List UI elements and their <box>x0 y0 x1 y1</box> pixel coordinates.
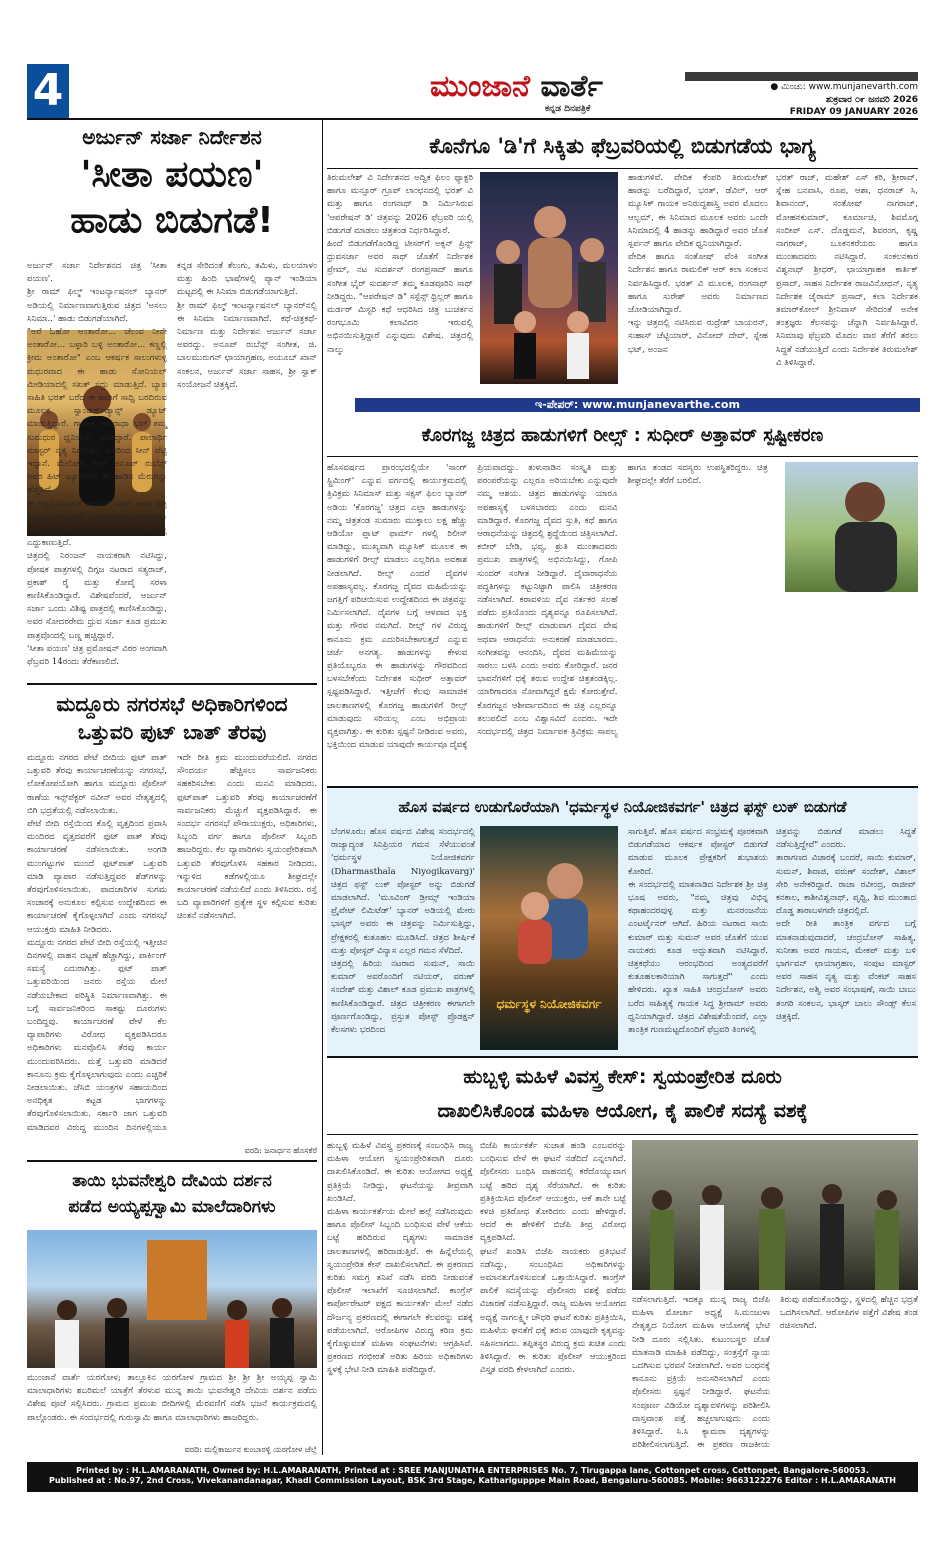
date-english: FRIDAY 09 JANUARY 2026 <box>789 107 918 117</box>
logo-word-2: ವಾರ್ತೆ <box>540 69 603 104</box>
arjun-body-text: ಅರ್ಜುನ್ ಸರ್ಜಾ ನಿರ್ದೇಶನದ ಚಿತ್ರ 'ಸೀತಾ ಪಯಣ'. ಶ್ರೀ ರಾಮ್ ಫಿಲ್ಮ್ ಇಂಟರ್ನ್ಯಾಷನಲ್ ಬ್ಯಾನರ್ ಅಡಿಯಲ್ಲಿ ನಿರ್ಮಾಣವಾಗುತ್ತಿರುವ ಚಿತ್ರದ 'ಅಸಲು ಸಿನಿಮಾ..' ಹಾಡು ಬಿಡುಗಡೆಯಾಗಿದೆ. "ಅರೆ ಓಹೋ ಅಂತಾರೋ... ಚೆಲುವ ನೀನೇ ಅಂತಾರೋ... ಬಳ್ಳಾರಿ ಬಳ್ಳಿ ಅಂತಾರೋ... ಕಣ್ಣಲ್ಲಿ ಕ್ರೀಮ ಅಂತಾರೋ" ಎಂಬ ಆಕರ್ಷಕ ಸಾಲುಗಳುಳ್ಳ ಮಧುರವಾದ ಈ ಹಾಡು ಸೋನಿಯಲ್ ಮೀಡಿಯಾದಲ್ಲಿ ಸಖತ್ ಸದ್ದು ಮಾಡುತ್ತಿದೆ. ಬ್ಯಾಪ ಸಾಹಿತಿ ಭರತ್ ಬರೆದ ಈ ಹಾಡಿಗೆ ಸಾಧ್ವಿ ಬರದಿರುವ ಮೂಲಕ ಸ್ವಾಂಡರ್ಡ್‌ಡ್ಯಾನ್ಸ್ ಡ್ಯೂಟ್ ಮಾಡುತ್ತಿದ್ದಾರೆ. ಗಾಯಕ ಅನುರಾಧಾ ಭಟ್ ತಮ್ಮ ಸುಮಧುರ ಧ್ವನಿಯಲ್ಲಿ ಹಾಡಿದ್ದಾರೆ. ಪಾಲಾರ್ಥಿ ಮಾಸ್ಟರ್ ನೃತ್ಯ ನಿರ್ದೇಶಕ. ಐವರಿಂದ ಸೀನ್‌ ಪೆಟ್ಟಿ ಇದ್ದಾನೆ. ಮೆಲೋಡಿ ಕಿಂಗ್ ಅನೂಪ್ ರುಬೆನ್ಸ್ ಅವರ ಹಿಟ್ ಟ್ಯೂನ್‌ಗಳು ಈ ಹಾಡಿನ ಮೆರುಗನ್ನು ಹೆಚ್ಚಿಸಿವೆ. ಈ ಚಿತ್ರದ ಮೂಲಕ ಅರ್ಜುನ್ ಸರ್ಜಾ ಅವರ ಪುತ್ರಿ ಐಶ್ವರ್ಯ ಅರ್ಜುನ್ ನಾಯಕಿಯಾಗಿ ನಟಿಸುತ್ತಿದ್ದು ಅವರ ಗ್ಲಾಮರ್ ಮತ್ತು ಸ್ಕ್ರೀನ್ ಪ್ರೆಸೆನ್ಸ್ ಹಾಡಿನಲ್ಲಿ ಎದ್ದುಕಾಣುತ್ತಿದೆ. ಚಿತ್ರದಲ್ಲಿ ನಿರಂಜನ್ ನಾಯಕರಾಗಿ ನಟಿಸಿದ್ದು, ಪೋಷಕ ಪಾತ್ರಗಳಲ್ಲಿ ದಿಗ್ಗಜ ನಟರಾದ ಸತ್ಯರಾಜ್, ಪ್ರಕಾಶ್ ರೈ ಮತ್ತು ಕೋವೈ ಸರಳಾ ಕಾಣಿಸಿಕೊಂಡಿದ್ದಾರೆ. ವಿಶೇಷವೆಂದರೆ, ಅರ್ಜುನ್ ಸರ್ಜಾ ಒಂದು ವಿಶಿಷ್ಟ ಪಾತ್ರದಲ್ಲಿ ಕಾಣಿಸಿಕೊಂಡಿದ್ದು, ಅವರ ಸೋದರರೇಮ ಧ್ರುವ ಸರ್ಜಾ ಕೂಡ ಪ್ರಮುಖ ಪಾತ್ರವೊಂದಲ್ಲಿ ಬಣ್ಣ ಹಚ್ಚಿದ್ದಾರೆ. 'ಸೀತಾ ಪಯಣ' ಚಿತ್ರ ಪ್ರಮೋಷನ್ ವಿಠರ ಅಂಗವಾಗಿ ಫೆಬ್ರವರಿ 14ರಂದು ತೆರೆಕಾಣಲಿದೆ. ಕನ್ನಡ ಸೇರಿದಂತೆ ತೆಲುಗು, ತಮಿಳು, ಮಲಯಾಳಂ ಮತ್ತು ಹಿಂದಿ ಭಾಷೆಗಳಲ್ಲಿ ಪ್ಯಾನ್ ಇಂಡಿಯಾ ಮಟ್ಟದಲ್ಲಿ ಈ ಸಿನಿಮಾ ಬಿಡುಗಡೆಯಾಗುತ್ತಿದೆ. ಶ್ರೀ ರಾಮ್ ಫಿಲ್ಮ್ ಇಂಟರ್ನ್ಯಾಷನಲ್ ಬ್ಯಾನರ್‌ನಲ್ಲಿ ಈ ಸಿನಿಮಾ ನಿರ್ಮಾಣವಾಗಿದೆ. ಕಥೆ-ಚಿತ್ರಕಥೆ-ನಿರ್ಮಾಣ ಮತ್ತು ನಿರ್ದೇಶನ ಅರ್ಜುನ್ ಸರ್ಜಾ ಅವರದ್ದು. ಅನೂಪ್ ರುಬೆನ್ಸ್ ಸಂಗೀತ, ಜಿ. ಬಾಲಮುರುಗನ್ ಛಾಯಾಗ್ರಹಣ, ಅಯೂಬ್ ಖಾನ್ ಸಂಕಲನ, ಅರ್ಜುನ್ ಸರ್ಜಾ ಸಾಹಸ, ಶ್ರೀ ಸ್ವಾಕ್ ಸಂಯೋಜನೆ ಚಿತ್ರಕ್ಕಿದೆ. <box>27 261 317 668</box>
arjun-body <box>27 260 317 680</box>
devotees-illustration <box>27 1230 317 1368</box>
devotees-photo <box>27 1230 317 1368</box>
masthead-website[interactable]: ● ಮಿಂಚು: www.munjanevarth.com <box>770 82 918 92</box>
hubballi-body-b-text: ಬಿಜೆಪಿ ಕಾರ್ಯಕರ್ತೆ ಸುಜಾತ ಹಂಡಿ ಎಂಬವರನ್ನು ಬಂಧಿಸುವ ವೇಳೆ ಈ ಘಟನೆ ನಡೆದಿದೆ ಎನ್ನಲಾಗಿದೆ. ಪೊಲೀಸರು ಬಂಧಿಸಿ ವಾಹನದಲ್ಲಿ ಕರೆದೊಯ್ಯುವಾಗ ಬಟ್ಟೆ ಹರಿದ ದೃಶ್ಯ ಸೆರೆಯಾಗಿದೆ. ಈ ಕುರಿತು ಪ್ರತಿಕ್ರಿಯಿಸಿದ ಪೊಲೀಸ್ ಆಯುಕ್ತರು, ಆಕೆ ತಾನೇ ಬಟ್ಟೆ ಕಳಚಿ ಪ್ರತಿರೋಧ ತೋರಿದರು ಎಂದು ಹೇಳಿದ್ದಾರೆ. ಆದರೆ ಈ ಹೇಳಿಕೆಗೆ ಬಿಜೆಪಿ ತೀವ್ರ ವಿರೋಧ ವ್ಯಕ್ತಪಡಿಸಿದೆ. ಘಟನೆ ಖಂಡಿಸಿ ಬಿಜೆಪಿ ನಾಯಕರು ಪ್ರತಿಭಟನೆ ನಡೆಸಿದ್ದು, ಸಂಬಂಧಿಸಿದ ಅಧಿಕಾರಿಗಳನ್ನು ಅಮಾನತುಗೊಳಿಸುವಂತೆ ಒತ್ತಾಯಿಸಿದ್ದಾರೆ. ಕಾಂಗ್ರೆಸ್ ಪಾಲಿಕೆ ಸದಸ್ಯೆಯನ್ನು ಪೊಲೀಸರು ವಶಕ್ಕೆ ಪಡೆದು ವಿಚಾರಣೆ ನಡೆಸುತ್ತಿದ್ದಾರೆ. ರಾಜ್ಯ ಮಹಿಳಾ ಆಯೋಗದ ಅಧ್ಯಕ್ಷೆ ನಾಗಲಕ್ಷ್ಮೀ ಚೌಧರಿ ಘಟನೆ ಕುರಿತು ಪ್ರತಿಕ್ರಿಯಿಸಿ, ಮಹಿಳೆಯ ಘನತೆಗೆ ಧಕ್ಕೆ ತರುವ ಯಾವುದೇ ಕೃತ್ಯವನ್ನು ಸಹಿಸಲಾಗದು. ತಪ್ಪಿತಸ್ಥರ ವಿರುದ್ಧ ಕ್ರಮ ಖಚಿತ ಎಂದು ತಿಳಿಸಿದ್ದಾರೆ. ಈ ಕುರಿತು ಪೊಲೀಸ್ ಆಯುಕ್ತರಿಂದ ವಿಸ್ತೃತ ವರದಿ ಕೇಳಲಾಗಿದೆ ಎಂದರು. <box>480 1141 626 1376</box>
bhuvaneshwari-body <box>27 1372 320 1442</box>
maddur-title-line2: ಒತ್ತುವರಿ ಪುಟ್ ಬಾತ್ ತೆರವು <box>77 720 267 744</box>
dharmasthala-body-left-text: ಬೆಂಗಳೂರು: ಹೊಸ ವರ್ಷದ ವಿಶೇಷ ಸಂದರ್ಭದಲ್ಲಿ ರಾಜ್ಯಾದ್ಯಂತ ಸಿನಿಪ್ರಿಯರ ಗಮನ ಸೆಳೆಯುವಂತೆ 'ಧರ್ಮಸ್ಥಳ ನಿಯೋಜಿಕವರ್ಗ (Dharmasthala Niyogikavarg)' ಚಿತ್ರದ ಫಸ್ಟ್ ಲುಕ್ ಪೋಸ್ಟರ್ ಅನ್ನು ಬಿಡುಗಡೆ ಮಾಡಲಾಗಿದೆ. 'ಮೂವಿಂಗ್ ಡ್ರೀಮ್ಸ್ ಇಂಡಿಯಾ ಪ್ರೈವೇಟ್ ಲಿಮಿಟೆಡ್' ಬ್ಯಾನರ್ ಅಡಿಯಲ್ಲಿ ಮೇರು ಭಾಸ್ಕರ್ ಅವರು ಈ ಚಿತ್ರವನ್ನು ನಿರ್ಮಿಸುತ್ತಿದ್ದು, ಪ್ರೇಕ್ಷಕರಲ್ಲಿ ಕುತೂಹಲ ಮೂಡಿಸಿದೆ. ಚಿತ್ರದ ಶೀರ್ಷಿಕೆ ಮತ್ತು ಪೋಸ್ಟರ್ ವಿನ್ಯಾಸ ಎಲ್ಲರ ಗಮನ ಸೆಳೆದಿದೆ. ಚಿತ್ರದಲ್ಲಿ ಹಿರಿಯ ನಟರಾದ ಸುಮನ್, ಸಾಯಿ ಕುಮಾರ್ ಅವರೊಂದಿಗೆ ನಟಿಯರ್, ವರುಣ್ ಸಂದೇಶ್ ಮತ್ತು ವಿಶಾಲ್ ಕೂಡ ಪ್ರಮುಖ ಪಾತ್ರಗಳಲ್ಲಿ ಕಾಣಿಸಿಕೊಂಡಿದ್ದಾರೆ. ಚಿತ್ರದ ಚಿತ್ರೀಕರಣ ಈಗಾಗಲೇ ಪೂರ್ಣಗೊಂಡಿದ್ದು, ಪ್ರಸ್ತುತ ಪೋಸ್ಟ್ ಪ್ರೊಡಕ್ಷನ್ ಕೆಲಸಗಳು ಭರದಿಂದ <box>331 827 475 1036</box>
feb-body-mid-text: ಹಾಡುಗಳಿವೆ. ವೇದಿಕ ಕೆಂಪರಿ ತಿರುಮಲೇಶ್ ಹಾಡನ್ನು ಬರೆದಿದ್ದಾರೆ, ಭರತ್, ಡೆವಿಲ್, ಆರ್ ಮ್ಯೂಸಿಕ್ ಗಾಯಕ ಅನಿರುದ್ಧಶಾಸ್ತ್ರಿ ಅವರ ಮೊದಲು ಆಲ್ಬಮ್, ಈ ಸಿನಿಮಾದ ಮೂಲಕ ಅವರು ಒಂದೇ ಸಿನಿಮಾದಲ್ಲಿ 4 ಹಾಡನ್ನು ಹಾಡಿದ್ದಾರೆ ಅವರ ಜೊತೆ ಸ್ಪರ್ಪನ್ ಹಾಗೂ ವೇದಿಕ ಧ್ವನಿಯಾಗಿದ್ದಾರೆ. ವೇದಿಕ ಹಾಗೂ ಸಂತೋಷ್ ವೆಂಕಿ ಸಂಗೀತ ನಿರ್ದೇಶನ ಹಾಗೂ ರಾಮಲಿಕ್ ಆರ್ ಕಲಾ ಸಂಕಲನ ನಿರ್ವಹಿಸಿದ್ದಾರೆ. ಭರತ್ ವಿ ಮೂಲಕ, ರಂಗನಾಥ್ ಹಾಗೂ ಸುರೇಶ್ ಅವರು ನಿರ್ಮಾಣದ ಜೋಡಿಯಾಗಿದ್ದಾರೆ. ಇನ್ನು ಚಿತ್ರದಲ್ಲಿ ನಟಿಸಿರುವ ರುದ್ರೇಶ್ ಬಾಯರನ್, ಸುಹಾಸ್ ಚೆಟ್ಟಿಯಾರ್, ವಿನೋದ್ ದೇವ್, ಸ್ನೇಹ ಭಟ್, ಅಂಜನ <box>628 173 768 355</box>
date-kannada: ಶುಕ್ರವಾರ ೦೯ ಜನವರಿ 2026 <box>825 95 918 105</box>
feb-title-rule <box>327 168 918 169</box>
epaper-banner[interactable]: ಇ-ಪೇಪರ್: www.munjanevarthe.com <box>355 398 920 412</box>
feb-body-left-text: ತಿರುಮಲೇಶ್ ವಿ ನಿರ್ದೇಶನದ ಅದ್ವಿಕ ಫಿಲಂ ಫ್ಯಾಕ್ಟರಿ ಹಾಗೂ ಮನ್ಸೂರ್ ಗ್ರೂಪ್ ಲಾಂಛನದಲ್ಲಿ ಭರತ್ ವಿ ಮತ್ತು ಹಾಗೂ ರಂಗನಾಥ್ ಡಿ ನಿರ್ಮಿಸಿರುವ 'ಆಪರೇಷನ್ ಡಿ' ಚಿತ್ರವನ್ನು 2026 ಫೆಬ್ರವರಿ ಯಲ್ಲಿ ಬಿಡುಗಡೆ ಮಾಡಲು ಚಿತ್ರತಂಡ ನಿರ್ಧರಿಸಿದ್ದಾರೆ. ಹಿಂದೆ ಬಿಡುಗಡೆಗೊಂಡಿದ್ದ ಟೀಸರ್‌ಗೆ ಅಕ್ಸನ್ ಪ್ರಿನ್ಸ್ ಧ್ರುವಸರ್ಜಾ ಅವರ ಸಾಥ್ ಜೊತೆಗೆ ನಿರ್ದೇಶಕ ಪ್ರೇಮ್, ನಟ ಸುದರ್ಶನ್ ರಂಗಪ್ರಸಾದ್ ಹಾಗೂ ಸಂಗೀತ ಭೈರ್ ಸುದರ್ಶನ್ ತಮ್ಮ ಕೂಡವೂರಿನಿ ಸಾಥ್ ನೀಡಿದ್ದರು. "ಆಪರೇಷನ್ ಡಿ" ಸಸ್ಪೆನ್ಸ್ ಥ್ರಿಲ್ಲರ್ ಹಾಗೂ ಮರ್ಡರ್ ಮಿಸ್ಟರಿ ಕಥೆ ಆಧರಿಸಿದ ಚಿತ್ರ ಬುಚರ್ತನ ರಂಗಭೂಮಿ ಕಲಾವಿದರ ಇರುವಲ್ಲಿ ಅಭಿನಯಿಸುತ್ತಿದ್ದಾರೆ ಎನ್ನುವುದು ವಿಶೇಷ. ಚಿತ್ರದಲ್ಲಿ ನಾಲ್ಕು <box>327 173 473 355</box>
koragajja-body-text: ಹೊಸವರ್ಷದ ಪ್ರಾರಂಭದಲ್ಲಿಯೇ 'ಸಾಂಗ್ ಸ್ಟ್ರಿಮಿಂಗ್' ಎನ್ನುವ ವರ್ಗದಲ್ಲಿ ಕಾರ್ಯಕ್ರಮದಲ್ಲಿ ತ್ರಿವಿಕ್ರಮ ಸಿನಿಮಾಸ್ ಮತ್ತು ಸಕ್ಸಸ್ ಫಿಲಂ ಬ್ಯಾನರ್ ಅಡಿಯ 'ಕೊರಗಜ್ಜ' ಚಿತ್ರದ ಎಲ್ಲಾ ಹಾಡುಗಳನ್ನು ನಮ್ಮ ಚಿತ್ರತಂಡ ಸುಮಾರು ಮುಕ್ಕಾಲು ಲಕ್ಷ ಹೆಚ್ಚು ಆಡಿಯೋ ಪ್ಲಾಟ್ ಫಾರ್ಮ್ ಗಳಲ್ಲಿ ರಿಲೀಸ್ ಮಾಡಿದ್ದು, ಮುಖ್ಯವಾಗಿ ಮ್ಯೂಸಿಕ್ ಮೂಲಕ ಈ ಹಾಡುಗಳಿಗೆ ರೀಲ್ಸ್ ಮಾಡಲು ಎಲ್ಲರಿಗೂ ಅವಕಾಶ ನೀಡಲಾಗಿದೆ. ರೀಲ್ಸ್ ಎಂದರೆ ದೈವಗಳ ಅಪಹಾಸ್ಯವಲ್ಲ. ಕೊರಗಜ್ಜ ದೈವದ ಮಹಿಮೆಯನ್ನು ಜಗತ್ತಿಗೆ ಪರಿಚಯಿಸುವ ಉದ್ದೇಶದಿಂದ ಈ ಚಿತ್ರವನ್ನು ನಿರ್ಮಿಸಲಾಗಿದೆ. ದೈವಗಳ ಬಗ್ಗೆ ಆಳವಾದ ಭಕ್ತಿ ಮತ್ತು ಗೌರವ ನಮಗಿದೆ. ರೀಲ್ಸ್ ಗಳ ವಿರುದ್ಧ ಕಾನೂನು ಕ್ರಮ ಎದುರಿಸಬೇಕಾಗುತ್ತದೆ ಎನ್ನುವ ಚರ್ಚೆ ಅನಗತ್ಯ. ಹಾಡುಗಳನ್ನು ಕೇಳುವ ಪ್ರತಿಯೊಬ್ಬರೂ ಈ ಹಾಡುಗಳನ್ನು ಗೌರವದಿಂದ ಬಳಸಬೇಕೆಂದು ನಿರ್ದೇಶಕ ಸುಧೀರ್ ಅತ್ತಾವರ್ ಸ್ಪಷ್ಟಪಡಿಸಿದ್ದಾರೆ. ಇತ್ತೀಚೆಗೆ ಕೆಲವು ಸಾಮಾಜಿಕ ಜಾಲತಾಣಗಳಲ್ಲಿ ಕೊರಗಜ್ಜ ಹಾಡುಗಳಿಗೆ ರೀಲ್ಸ್ ಮಾಡುವುದು ಸರಿಯಲ್ಲ ಎಂಬ ಅಭಿಪ್ರಾಯ ವ್ಯಕ್ತವಾಗಿತ್ತು. ಈ ಕುರಿತು ಸ್ಪಷ್ಟನೆ ನೀಡಿರುವ ಅವರು, ಭಕ್ತಿಯಿಂದ ಮಾಡುವ ಯಾವುದೇ ಕಾರ್ಯವೂ ದೈವಕ್ಕೆ ಪ್ರಿಯವಾದದ್ದು. ತುಳುನಾಡಿನ ಸಂಸ್ಕೃತಿ ಮತ್ತು ಪರಂಪರೆಯನ್ನು ಎಲ್ಲರೂ ಅರಿಯಬೇಕು ಎನ್ನುವುದೇ ನಮ್ಮ ಆಶಯ. ಚಿತ್ರದ ಹಾಡುಗಳನ್ನು ಯಾರೂ ಅಪಹಾಸ್ಯಕ್ಕೆ ಬಳಸಬಾರದು ಎಂದು ಮನವಿ ಮಾಡಿದ್ದಾರೆ. ಕೊರಗಜ್ಜ ದೈವದ ಸ್ತುತಿ, ಕಥೆ ಹಾಗೂ ಆರಾಧನೆಯನ್ನು ಚಿತ್ರದಲ್ಲಿ ಶ್ರದ್ಧೆಯಿಂದ ಚಿತ್ರಿಸಲಾಗಿದೆ. ಕಬೀರ್ ಬೇಡಿ, ಭವ್ಯ, ಶ್ರುತಿ ಮುಂತಾದವರು ಪ್ರಮುಖ ಪಾತ್ರಗಳಲ್ಲಿ ಅಭಿನಯಿಸಿದ್ದು, ಗೋಪಿ ಸುಂದರ್ ಸಂಗೀತ ನೀಡಿದ್ದಾರೆ. ದೈವಾರಾಧನೆಯ ಪದ್ಧತಿಗಳನ್ನು ಕಟ್ಟುನಿಟ್ಟಾಗಿ ಪಾಲಿಸಿ ಚಿತ್ರೀಕರಣ ನಡೆಸಲಾಗಿದೆ. ಕರಾವಳಿಯ ದೈವ ನರ್ತಕರ ಸಲಹೆ ಪಡೆದು ಪ್ರತಿಯೊಂದು ದೃಶ್ಯವನ್ನೂ ರೂಪಿಸಲಾಗಿದೆ. ಹಾಡುಗಳಿಗೆ ರೀಲ್ಸ್ ಮಾಡುವಾಗ ದೈವದ ವೇಷ ಅಥವಾ ಆರಾಧನೆಯ ಅನುಕರಣೆ ಮಾಡಬಾರದು. ಸಂಗೀತವನ್ನು ಆನಂದಿಸಿ, ದೈವದ ಮಹಿಮೆಯನ್ನು ಸಾರಲು ಬಳಸಿ ಎಂದು ಅವರು ಕೋರಿದ್ದಾರೆ. ಜನರ ಭಾವನೆಗಳಿಗೆ ಧಕ್ಕೆ ತರುವ ಉದ್ದೇಶ ಚಿತ್ರತಂಡಕ್ಕಿಲ್ಲ. ಯಾರಿಗಾದರೂ ನೋವಾಗಿದ್ದರೆ ಕ್ಷಮೆ ಕೋರುತ್ತೇವೆ. ಕೊರಗಜ್ಜನ ಆಶೀರ್ವಾದದಿಂದ ಈ ಚಿತ್ರ ಎಲ್ಲರನ್ನೂ ತಲುಪಲಿದೆ ಎಂಬ ವಿಶ್ವಾಸವಿದೆ ಎಂದರು. ಇದೇ ಸಂದರ್ಭದಲ್ಲಿ ಚಿತ್ರದ ನಿರ್ಮಾಪಕ ತ್ರಿವಿಕ್ರಮ ಸಾಪಲ್ಯ ಹಾಗೂ ತಂಡದ ಸದಸ್ಯರು ಉಪಸ್ಥಿತರಿದ್ದರು. ಚಿತ್ರ ಶೀಘ್ರದಲ್ಲೇ ತೆರೆಗೆ ಬರಲಿದೆ. <box>327 463 771 751</box>
masthead-rule <box>27 118 918 120</box>
feb-poster <box>480 172 618 384</box>
arjun-title-line1: 'ಸೀತಾ ಪಯಣ' <box>80 154 264 195</box>
bhuvaneshwari-title-line2: ಪಡೆದ ಅಯ್ಯಪ್ಪಸ್ವಾಮಿ ಮಾಲೆದಾರಿಗಳು <box>68 1197 276 1217</box>
dharmasthala-body-left <box>331 826 475 1050</box>
dharmasthala-poster <box>480 826 618 1050</box>
dharmasthala-body-mid <box>628 826 768 1050</box>
masthead-tagline: ಕನ್ನಡ ದಿನಪತ್ರಿಕೆ <box>545 104 591 114</box>
imprint-line-1: Printed by : H.L.AMARANATH, Owned by: H.L.AMARANATH, Printed at : SREE MANJUNATHA ENTERPRISES No. 7, Tirugappa lane, Cottonpet cross, Cottonpet, Bangalore-560053. <box>76 1466 869 1475</box>
arjun-title-line2: ಹಾಡು ಬಿಡುಗಡೆ! <box>70 200 274 241</box>
hubballi-title-rule <box>327 1134 918 1135</box>
feb-poster-illustration <box>480 172 618 384</box>
column-separator <box>322 120 323 1455</box>
divider-bhuvaneshwari <box>27 1160 317 1162</box>
feb-title: ಕೊನೆಗೂ 'ಡಿ'ಗೆ ಸಿಕ್ಕಿತು ಫೆಬ್ರವರಿಯಲ್ಲಿ ಬಿಡುಗಡೆಯ ಭಾಗ್ಯ <box>429 134 816 158</box>
feb-body-left <box>327 172 473 394</box>
dharmasthala-title: ಹೊಸ ವರ್ಷದ ಉಡುಗೊರೆಯಾಗಿ 'ಧರ್ಮಸ್ಥಳ ನಿಯೋಜಿಕವರ್ಗ' ಚಿತ್ರದ ಫಸ್ಟ್ ಲುಕ್ ಬಿಡುಗಡೆ <box>398 798 847 816</box>
bhuvaneshwari-credit: ವರದಿ: ಮಲ್ಲಿಕಾರ್ಜುನ ಕುಂಬಾರಳ್ಳಿ ಯರಗೋಳ ಜೆಲ್ಲೆ <box>184 1445 317 1454</box>
dharmasthala-body-right <box>776 826 916 1050</box>
koragajja-body <box>327 462 918 762</box>
hubballi-body-a <box>327 1140 473 1456</box>
hubballi-title-line2: ದಾಖಲಿಸಿಕೊಂಡ ಮಹಿಳಾ ಆಯೋಗ, ಕೈ ಪಾಲಿಕೆ ಸದಸ್ಯೆ ವಶಕ್ಕೆ <box>437 1100 808 1122</box>
koragajja-title: ಕೊರಗಜ್ಜ ಚಿತ್ರದ ಹಾಡುಗಳಿಗೆ ರೀಲ್ಸ್ : ಸುಧೀರ್ ಅತ್ತಾವರ್ ಸ್ಪಷ್ಟೀಕರಣ <box>421 425 824 446</box>
hubballi-crowd-photo <box>632 1140 918 1290</box>
dharmasthala-poster-art <box>480 826 618 1050</box>
crowd-illustration <box>632 1140 918 1290</box>
feb-body-mid <box>628 172 768 394</box>
dharmasthala-poster-title: ಧರ್ಮಸ್ಥಳ ನಿಯೋಜಿಕವರ್ಗ <box>496 997 602 1011</box>
hubballi-body-c <box>632 1294 921 1454</box>
hubballi-body-b <box>480 1140 626 1456</box>
hubballi-body-a-text: ಹುಬ್ಬಳ್ಳಿ ಮಹಿಳೆ ವಿವಸ್ತ್ರ ಪ್ರಕರಣಕ್ಕೆ ಸಂಬಂಧಿಸಿ ರಾಜ್ಯ ಮಹಿಳಾ ಆಯೋಗ ಸ್ವಯಂಪ್ರೇರಿತವಾಗಿ ದೂರು ದಾಖಲಿಸಿಕೊಂಡಿದೆ. ಈ ಕುರಿತು ಆಯೋಗದ ಅಧ್ಯಕ್ಷೆ ಪ್ರತಿಕ್ರಿಯೆ ನೀಡಿದ್ದು, ಘಟನೆಯನ್ನು ತೀವ್ರವಾಗಿ ಖಂಡಿಸಿದೆ. ಮಹಿಳಾ ಕಾರ್ಯಕರ್ತೆಯ ಮೇಲೆ ಹಲ್ಲೆ ನಡೆಸಿರುವುದು ಹಾಗೂ ಪೊಲೀಸ್ ಸಿಬ್ಬಂದಿ ಬಂಧಿಸುವ ವೇಳೆ ಆಕೆಯ ಬಟ್ಟೆ ಹರಿದಿರುವ ದೃಶ್ಯಗಳು ಸಾಮಾಜಿಕ ಜಾಲತಾಣಗಳಲ್ಲಿ ಹರಿದಾಡುತ್ತಿವೆ. ಈ ಹಿನ್ನೆಲೆಯಲ್ಲಿ ಸ್ವಯಂಪ್ರೇರಿತ ಕೇಸ್ ದಾಖಲಿಸಲಾಗಿದೆ. ಈ ಪ್ರಕರಣದ ಕುರಿತು ಸಮಗ್ರ ತನಿಖೆ ನಡೆಸಿ ವರದಿ ನೀಡುವಂತೆ ಪೊಲೀಸ್ ಇಲಾಖೆಗೆ ಸೂಚಿಸಲಾಗಿದೆ. ಕಾಂಗ್ರೆಸ್ ಕಾರ್ಪೋರೇಟರ್ ಪಕ್ಷದ ಕಾರ್ಯಕರ್ತೆ ಮೇಲೆ ನಡೆದ ದೌರ್ಜನ್ಯ ಪ್ರಕರಣದಲ್ಲಿ ಈಗಾಗಲೇ ಕೆಲವರನ್ನು ವಶಕ್ಕೆ ಪಡೆಯಲಾಗಿದೆ. ಆರೋಪಿಗಳ ವಿರುದ್ಧ ಕಠಿಣ ಕ್ರಮ ಕೈಗೊಳ್ಳುವಂತೆ ಮಹಿಳಾ ಸಂಘಟನೆಗಳು ಆಗ್ರಹಿಸಿವೆ. ಪ್ರಕರಣದ ಗಂಭೀರತೆ ಅರಿತು ಹಿರಿಯ ಅಧಿಕಾರಿಗಳು ಸ್ಥಳಕ್ಕೆ ಭೇಟಿ ನೀಡಿ ಮಾಹಿತಿ ಪಡೆದಿದ್ದಾರೆ. <box>327 1141 473 1376</box>
logo-word-1: ಮುಂಜಾನೆ <box>430 69 541 104</box>
feb-body-right-text: ಭರತ್ ರಾಜ್, ಮಹೇಶ್ ಎಸ್ ಕರಿ, ಶ್ರೀರಾವ್, ಸ್ನೇಹ ಬನವಾಸಿ, ರೂಪ, ಆಶಾ, ಧನರಾಜ್ ಸಿ, ಶಿವಾನಂದ್, ಸಂತೋಷ್ ನಾಗರಾಜ್, ಮೋಹನಕುಮಾರ್, ಕೂರ್ಮಾಚಿ, ಶಿವಮೊಗ್ಗ ಸಂದೀಪ್ ಎಸ್. ದೊಡ್ಡಮನೆ, ಶಿವರಂಗ, ಕೃಷ್ಣ ನಾಗರಾಜ್, ಬೂಕನಕರೆಯರು ಹಾಗೂ ಮುಂತಾದವರು ನಟಿಸಿದ್ದಾರೆ. ಸಂಕಲನಕಾರ ವಿಶ್ವನಾಥ್ ಶ್ರೀಧರ್, ಛಾಯಾಗ್ರಾಹಕ ಕಾರ್ತಿಕ್ ಪ್ರಸಾದ್, ಸಾಹಸ ನಿರ್ದೇಶಕ ರಾಜವಿನೋಧನ್, ನೃತ್ಯ ನಿರ್ದೇಶಕ ಜೈರಾಮ್ ಪ್ರಸಾದ್, ಕಲಾ ನಿರ್ದೇಶಕ ತಮಾರ್‌ಕೋಲ್ ಶ್ರೀನಿವಾಸ್ ಸೇರಿದಂತೆ ಅನೇಕ ತಂತ್ರಜ್ಞರು ಕೆಲಸವನ್ನು ಚೆನ್ನಾಗಿ ನಿರ್ವಹಿಸಿದ್ದಾರೆ. ಸಿನಿಮಾವು ಫೆಬ್ರವರಿ ಮೊದಲ ವಾರ ತೆರೆಗೆ ತರಲು ಸಿದ್ಧತೆ ನಡೆಯುತ್ತಿದೆ ಎಂದು ನಿರ್ದೇಶಕ ತಿರುಮಲೇಶ್ ವಿ ತಿಳಿಸಿದ್ದಾರೆ. <box>776 173 921 368</box>
imprint-footer <box>27 1462 918 1492</box>
imprint-line-2: Published at : No.97, 2nd Cross, Vivekanandanagar, Khadi Commission Layout, BSK 3rd Stage, Katharigupppe Main Road, Bengaluru-560085. Mobile: 9663122276 Editor : H.L.AMARANATH <box>48 1476 896 1485</box>
maddur-title-line1: ಮದ್ದೂರು ನಗರಸಭೆ ಅಧಿಕಾರಿಗಳಿಂದ <box>56 692 288 716</box>
bhuvaneshwari-body-text: ಮುಂಜಾನೆ ವಾರ್ತೆ ಯರಗೋಳ; ತಾಲ್ಲೂಕಿನ ಯರಗೋಳ ಗ್ರಾಮದ ಶ್ರೀ ಶ್ರೀ ಶ್ರೀ ಅಯ್ಯಪ್ಪ ಸ್ವಾಮಿ ಮಾಲಾಧಾರಿಗಳು ಶಬರಿಮಲೆ ಯಾತ್ರೆಗೆ ತೆರಳುವ ಮುನ್ನ ತಾಯಿ ಭುವನೇಶ್ವರಿ ದೇವಿಯ ದರ್ಶನ ಪಡೆದು ವಿಶೇಷ ಪೂಜೆ ಸಲ್ಲಿಸಿದರು. ಗ್ರಾಮದ ಪ್ರಮುಖ ಬೀದಿಗಳಲ್ಲಿ ಮೆರವಣಿಗೆ ನಡೆಸಿ ಭಜನೆ ಕಾರ್ಯಕ್ರಮದಲ್ಲಿ ಪಾಲ್ಗೊಂಡರು. ಈ ಸಂದರ್ಭದಲ್ಲಿ ಗುರುಸ್ವಾಮಿ ಹಾಗೂ ಮಾಲಾಧಾರಿಗಳು ಹಾಜರಿದ್ದರು. <box>27 1373 320 1423</box>
hubballi-title-line1: ಹುಬ್ಬಳ್ಳಿ ಮಹಿಳೆ ವಿವಸ್ತ್ರ ಕೇಸ್: ಸ್ವಯಂಪ್ರೇರಿತ ದೂರು <box>463 1066 782 1088</box>
bhuvaneshwari-title-line1: ತಾಯಿ ಭುವನೇಶ್ವರಿ ದೇವಿಯ ದರ್ಶನ <box>72 1171 272 1191</box>
masthead-date <box>690 94 918 118</box>
dharmasthala-body-right-text: ಚಿತ್ರವನ್ನು ಬಿಡುಗಡೆ ಮಾಡಲು ಸಿದ್ಧತೆ ನಡೆಸುತ್ತಿದ್ದೇವೆ" ಎಂದರು. ತಾರಾಗಣದ ವಿಚಾರಕ್ಕೆ ಬಂದರೆ, ಸಾಯಿ ಕುಮಾರ್, ಸುಮನ್, ಶಿವಾಜಿ, ವರುಣ್ ಸಂದೇಶ್, ವಿಶಾಲ್ ಸೇರಿ ಅನೇಕರಿದ್ದಾರೆ. ರಾಜಾ ರವೀಂದ್ರ, ರಾಜೀವ್ ಕನಕಾಲ, ಕಾಶೀವಿಶ್ವನಾಥ್, ಪೃಥ್ವಿ, ಶಿವ ಮುಂತಾದ ದೊಡ್ಡ ತಾರಾಬಳಗವೇ ಚಿತ್ರದಲ್ಲಿದೆ. ಅದೇ ರೀತಿ ತಾಂತ್ರಿಕ ವರ್ಗದ ಬಗ್ಗೆ ಮಾತನಾಡುವುದಾದರೆ, ಚಂದ್ರಬೋಸ್ ಸಾಹಿತ್ಯ, ಸುನೀತಾ ಅವರ ಗಾಯನ, ಮೇಕಪ್ ಮತ್ತು ಬಳಿ ಭಾರ್ಗವನ್ ಛಾಯಾಗ್ರಹಣ, ಸಂಪುಟ ಮಾಸ್ಟರ್ ಅವರ ಸಾಹಸ ನೃತ್ಯ ಮತ್ತು ವೆಂಕಟ್ ಸಾಹಸ ನಿರ್ದೇಶನ, ಅಶ್ವಿ ಅವರ ಸಂಭಾಷಣೆ, ಸಾಯಿ ಬಾಬು ತಂಗರಿ ಸಂಕಲನ, ಭಾಸ್ಕರ್ ಬಾಲು ಸೌಂಡ್ಸ್ ಕೆಲಸ ಚಿತ್ರಕ್ಕಿದೆ. <box>776 827 916 1022</box>
page-number: 4 <box>27 64 69 118</box>
dharmasthala-body-mid-text: ಸಾಗುತ್ತಿವೆ. ಹೊಸ ವರ್ಷದ ಸಂಭ್ರಮಕ್ಕೆ ಪೂರಕವಾಗಿ ಬಿಡುಗಡೆಯಾದ ಆಕರ್ಷಕ ಪೋಸ್ಟರ್ ಬಿಡುಗಡೆ ಮಾಡುವ ಮೂಲಕ ಪ್ರೇಕ್ಷಕರಿಗೆ ಶುಭಾಶಯ ಕೋರಿದೆ. ಈ ಸಂದರ್ಭದಲ್ಲಿ ಮಾತನಾಡಿದ ನಿರ್ದೇಶಕ ಶ್ರೀ ಚಿತ್ರ ಭೂಷ ಅವರು, "ನಮ್ಮ ಚಿತ್ರವು ವಿಭಿನ್ನ ಕಥಾಹಂದರವುಳ್ಳ ಮತ್ತು ಮನರಂಜನೆಯ ಎಂಟರ್ಟೈನರ್ ಆಗಿದೆ. ಹಿರಿಯ ನಟರಾದ ಸಾಯಿ ಕುಮಾರ್ ಮತ್ತು ಸುಮನ್ ಅವರ ಜೊತೆಗೆ ಯುವ ನಾಯಕರು ಕೂಡ ಅದ್ಭುತವಾಗಿ ನಟಿಸಿದ್ದಾರೆ. ಚಿತ್ರಕಥೆಯು ಆರಂಭದಿಂದ ಅಂತ್ಯದವರೆಗೆ ಕುತೂಹಲಕಾರಿಯಾಗಿ ಸಾಗುತ್ತದೆ" ಎಂದು ಹೇಳಿದರು. ಖ್ಯಾತ ಸಾಹಿತಿ ಚಂದ್ರಬೋಸ್ ಅವರು ಬರೆದ ಸಾಹಿತ್ಯಕ್ಕೆ ಗಾಯಕ ಸಿದ್ಧ ಶ್ರೀರಾಮ್ ಅವರು ಧ್ವನಿಯಾಗಿದ್ದಾರೆ. ಚಿತ್ರದ ವಿಶೇಷತೆಯೆಂದರೆ, ಎಲ್ಲಾ ತಾಂತ್ರಿಕ ಗುಣಮಟ್ಟದೊಂದಿಗೆ ಫೆಬ್ರವರಿ ತಿಂಗಳಲ್ಲಿ <box>628 827 768 1036</box>
masthead-bar <box>685 72 918 81</box>
maddur-body-text: ಮದ್ದೂರು ನಗರದ ಪೇಟೆ ಬೀದಿಯ ಫುಟ್ ಪಾತ್ ಒತ್ತುವರಿ ತೆರವು ಕಾರ್ಯಾಚರಣೆಯನ್ನು ನಗರಸಭೆ, ಲೋಕೋಪಯೋಗಿ ಹಾಗೂ ಮದ್ದೂರು ಪೊಲೀಸ್ ಠಾಣೆಯ ಇನ್ಸ್‌ಪೆಕ್ಟರ್ ನವೀನ್ ಅವರ ನೇತೃತ್ವದಲ್ಲಿ ಬಿಗಿ ಭದ್ರತೆಯಲ್ಲಿ ನಡೆಸಲಾಯಿತು. ಪೇಟೆ ಬೀದಿ ರಸ್ತೆಯಿಂದ ಕೊಲ್ಲಿ ವೃತ್ತದಿಂದ ಪ್ರವಾಸಿ ಮಂದಿರದ ವೃತ್ತದವರೆಗೆ ಫುಟ್ ಪಾತ್ ತೆರವು ಕಾರ್ಯಾಚರಣೆ ನಡೆಸಲಾಯಿತು. ಅಂಗಡಿ ಮುಂಗಟ್ಟುಗಳ ಮುಂದೆ ಫುಟ್‌ಪಾತ್ ಒತ್ತುವರಿ ಮಾಡಿ ವ್ಯಾಪಾರ ನಡೆಸುತ್ತಿದ್ದವರ ಶೆಡ್‌ಗಳನ್ನು ತೆರವುಗೊಳಿಸಲಾಯಿತು. ಪಾದಚಾರಿಗಳ ಸುಗಮ ಸಂಚಾರಕ್ಕೆ ಅನುಕೂಲ ಕಲ್ಪಿಸುವ ಉದ್ದೇಶದಿಂದ ಈ ಕಾರ್ಯಾಚರಣೆ ಕೈಗೊಳ್ಳಲಾಗಿದೆ ಎಂದು ನಗರಸಭೆ ಆಯುಕ್ತರು ಮಾಹಿತಿ ನೀಡಿದರು. ಮದ್ದೂರು ನಗರದ ಪೇಟೆ ಬೀದಿ ರಸ್ತೆಯಲ್ಲಿ ಇತ್ತೀಚಿನ ದಿನಗಳಲ್ಲಿ ವಾಹನ ದಟ್ಟಣೆ ಹೆಚ್ಚಾಗಿದ್ದು, ಪಾರ್ಕಿಂಗ್ ಸಮಸ್ಯೆ ಎದುರಾಗಿತ್ತು. ಫುಟ್ ಪಾತ್ ಒತ್ತುವರಿಯಿಂದ ಜನರು ರಸ್ತೆಯ ಮೇಲೆ ನಡೆಯಬೇಕಾದ ಪರಿಸ್ಥಿತಿ ನಿರ್ಮಾಣವಾಗಿತ್ತು. ಈ ಬಗ್ಗೆ ಸಾರ್ವಜನಿಕರಿಂದ ಸಾಕಷ್ಟು ದೂರುಗಳು ಬಂದಿದ್ದವು. ಕಾರ್ಯಾಚರಣೆ ವೇಳೆ ಕೆಲ ವ್ಯಾಪಾರಿಗಳು ವಿರೋಧ ವ್ಯಕ್ತಪಡಿಸಿದರೂ ಅಧಿಕಾರಿಗಳು ಮನವೊಲಿಸಿ ತೆರವು ಕಾರ್ಯ ಮುಂದುವರಿಸಿದರು. ಮತ್ತೆ ಒತ್ತುವರಿ ಮಾಡಿದರೆ ಕಾನೂನು ಕ್ರಮ ಕೈಗೊಳ್ಳಲಾಗುವುದು ಎಂದು ಎಚ್ಚರಿಕೆ ನೀಡಲಾಯಿತು. ಜೆಸಿಬಿ ಯಂತ್ರಗಳ ಸಹಾಯದಿಂದ ಅನಧಿಕೃತ ಕಟ್ಟಡ ಭಾಗಗಳನ್ನು ತೆರವುಗೊಳಿಸಲಾಯಿತು. ಸರ್ಕಾರಿ ಜಾಗ ಒತ್ತುವರಿ ಮಾಡಿದವರ ವಿರುದ್ಧ ಮುಂದಿನ ದಿನಗಳಲ್ಲಿಯೂ ಇದೇ ರೀತಿ ಕ್ರಮ ಮುಂದುವರೆಯಲಿದೆ. ನಗರದ ಸೌಂದರ್ಯ ಹೆಚ್ಚಿಸಲು ಸಾರ್ವಜನಿಕರು ಸಹಕರಿಸಬೇಕು ಎಂದು ಮನವಿ ಮಾಡಿದರು. ಫುಟ್‌ಪಾತ್ ಒತ್ತುವರಿ ತೆರವು ಕಾರ್ಯಾಚರಣೆಗೆ ಸಾರ್ವಜನಿಕರು ಮೆಚ್ಚುಗೆ ವ್ಯಕ್ತಪಡಿಸಿದ್ದಾರೆ. ಈ ಸಂದರ್ಭ ನಗರಸಭೆ ಪೌರಾಯುಕ್ತರು, ಅಧಿಕಾರಿಗಳು, ಸಿಬ್ಬಂದಿ ವರ್ಗ ಹಾಗೂ ಪೊಲೀಸ್ ಸಿಬ್ಬಂದಿ ಹಾಜರಿದ್ದರು. ಕೆಲ ವ್ಯಾಪಾರಿಗಳು ಸ್ವಯಂಪ್ರೇರಿತವಾಗಿ ಒತ್ತುವರಿ ತೆರವುಗೊಳಿಸಿ ಸಹಕಾರ ನೀಡಿದರು. ಇನ್ನುಳಿದ ಕಡೆಗಳಲ್ಲಿಯೂ ಶೀಘ್ರದಲ್ಲೇ ಕಾರ್ಯಾಚರಣೆ ನಡೆಯಲಿದೆ ಎಂದು ತಿಳಿಸಿದರು. ರಸ್ತೆ ಬದಿ ವ್ಯಾಪಾರಿಗಳಿಗೆ ಪ್ರತ್ಯೇಕ ಸ್ಥಳ ಕಲ್ಪಿಸುವ ಕುರಿತು ಚಿಂತನೆ ನಡೆಸಲಾಗಿದೆ. <box>27 753 317 1133</box>
maddur-body <box>27 752 317 1142</box>
masthead-logo[interactable] <box>430 70 690 104</box>
arjun-kicker: ಅರ್ಜುನ್ ಸರ್ಜಾ ನಿರ್ದೇಶನ <box>82 125 262 149</box>
koragajja-title-rule <box>327 456 918 457</box>
maddur-credit: ವರದಿ: ಜನಾರ್ಧನ ಹೊಸಕೆರೆ <box>244 1146 317 1155</box>
divider-maddur <box>27 683 317 685</box>
feb-body-right <box>776 172 921 394</box>
hubballi-body-c-text: ನಡೆಸಲಾಗುತ್ತಿದೆ. ಇದಕ್ಕೂ ಮುನ್ನ ರಾಜ್ಯ ಬಿಜೆಪಿ ಮಹಿಳಾ ಮೋರ್ಚಾ ಅಧ್ಯಕ್ಷೆ ಸಿ.ಮಂಜುಳಾ ನೇತೃತ್ವದ ನಿಯೋಗ ಮಹಿಳಾ ಆಯೋಗಕ್ಕೆ ಭೇಟಿ ನೀಡಿ ದೂರು ಸಲ್ಲಿಸಿತು. ಕುಟುಂಬಸ್ಥರ ಜೊತೆ ಮಾತನಾಡಿ ಮಾಹಿತಿ ಪಡೆದಿದ್ದು, ಸಂತ್ರಸ್ತೆಗೆ ನ್ಯಾಯ ಒದಗಿಸುವ ಭರವಸೆ ನೀಡಲಾಗಿದೆ. ಅವರ ಬಂಧನಕ್ಕೆ ಕಾನೂನು ಪ್ರಕ್ರಿಯೆ ಅನುಸರಿಸಲಾಗಿದೆ ಎಂದು ಪೊಲೀಸರು ಸ್ಪಷ್ಟನೆ ನೀಡಿದ್ದಾರೆ. ಘಟನೆಯ ಸಂಪೂರ್ಣ ವಿಡಿಯೋ ದೃಶ್ಯಾವಳಿಗಳನ್ನು ಪರಿಶೀಲಿಸಿ ವಾಸ್ತವಾಂಶ ಪತ್ತೆ ಹಚ್ಚಲಾಗುವುದು ಎಂದು ತಿಳಿಸಿದ್ದಾರೆ. ಸಿ.ಸಿ ಕ್ಯಾಮರಾ ದೃಶ್ಯಗಳನ್ನು ಪರಿಶೀಲಿಸಲಾಗುತ್ತಿದೆ. ಈ ಪ್ರಕರಣ ರಾಜಕೀಯ ತಿರುವು ಪಡೆದುಕೊಂಡಿದ್ದು, ಸ್ಥಳದಲ್ಲಿ ಹೆಚ್ಚಿನ ಭದ್ರತೆ ಒದಗಿಸಲಾಗಿದೆ. ಆರೋಪಿಗಳ ಪತ್ತೆಗೆ ವಿಶೇಷ ತಂಡ ರಚಿಸಲಾಗಿದೆ. <box>632 1295 921 1451</box>
